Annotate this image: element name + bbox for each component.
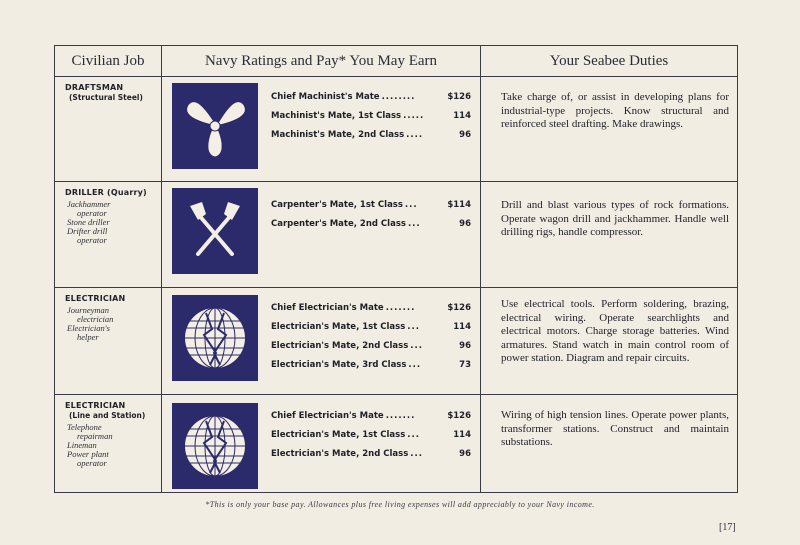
- duties-text: Wiring of high tension lines. Operate power plants, transformer stations. Construct and maintain substations.: [501, 409, 729, 449]
- civilian-job: [65, 401, 161, 468]
- ratings-table: [54, 45, 738, 493]
- rating-item: Chief Electrician's Mate ....... $126: [271, 410, 471, 421]
- alternate-jobs: Telephone repairman Lineman Power plant operator: [67, 422, 113, 468]
- header-civilian-job: Civilian Job: [71, 52, 145, 69]
- ratings-list: [271, 298, 471, 374]
- job-title: DRILLER (Quarry): [65, 188, 147, 197]
- civilian-job: [65, 188, 161, 245]
- table-row: [55, 77, 737, 181]
- civilian-job: [65, 294, 161, 342]
- table-row: [55, 395, 737, 492]
- footnote: *This is only your base pay. Allowances plus free living expenses will add appreciably to your Navy income.: [205, 500, 595, 509]
- duties-text: Take charge of, or assist in developing plans for industrial-type projects. Know structural and reinforced steel drafting. Make drawings.: [501, 91, 729, 131]
- rating-item: Chief Electrician's Mate ....... $126: [271, 302, 471, 313]
- ratings-list: [271, 87, 471, 144]
- job-title: ELECTRICIAN: [65, 294, 126, 303]
- header-seabee-duties: Your Seabee Duties: [549, 52, 669, 69]
- ratings-list: [271, 195, 471, 233]
- rating-item: Machinist's Mate, 1st Class ..... 114: [271, 110, 471, 121]
- table-row: [55, 288, 737, 394]
- job-title: DRAFTSMAN: [65, 83, 124, 92]
- table-row: [55, 182, 737, 287]
- duties-text: Use electrical tools. Perform soldering, brazing, electrical wiring. Operate searchlights and electrical motors. Charge storage batteries. Wind armatures. Stand watch in main control room of power station. Diagram and repair circuits.: [501, 298, 729, 365]
- duties-text: Drill and blast various types of rock formations. Operate wagon drill and jackhammer. Handle well drilling rigs, handle compressor.: [501, 199, 729, 239]
- job-subtitle: (Structural Steel): [69, 93, 143, 102]
- rating-item: Chief Machinist's Mate ........ $126: [271, 91, 471, 102]
- ratings-list: [271, 406, 471, 463]
- header-navy-ratings: Navy Ratings and Pay* You May Earn: [204, 52, 438, 69]
- rating-item: Electrician's Mate, 1st Class ... 114: [271, 429, 471, 440]
- rating-item: Carpenter's Mate, 1st Class ... $114: [271, 199, 471, 210]
- globe-lightning-icon: [172, 295, 258, 381]
- alternate-jobs: Journeyman electrician Electrician's helper: [67, 305, 114, 342]
- civilian-job: [65, 83, 161, 103]
- globe-lightning-icon: [172, 403, 258, 489]
- alternate-jobs: Jackhammer operator Stone driller Drifter drill operator: [67, 199, 111, 245]
- rating-item: Electrician's Mate, 2nd Class ... 96: [271, 448, 471, 459]
- crossed-axes-icon: [172, 188, 258, 274]
- propeller-icon: [172, 83, 258, 169]
- rating-item: Electrician's Mate, 1st Class ... 114: [271, 321, 471, 332]
- rating-item: Machinist's Mate, 2nd Class .... 96: [271, 129, 471, 140]
- rating-item: Electrician's Mate, 3rd Class ... 73: [271, 359, 471, 370]
- job-title: ELECTRICIAN: [65, 401, 126, 410]
- page-number: [17]: [719, 522, 736, 533]
- job-subtitle: (Line and Station): [69, 411, 146, 420]
- rating-item: Carpenter's Mate, 2nd Class ... 96: [271, 218, 471, 229]
- rating-item: Electrician's Mate, 2nd Class ... 96: [271, 340, 471, 351]
